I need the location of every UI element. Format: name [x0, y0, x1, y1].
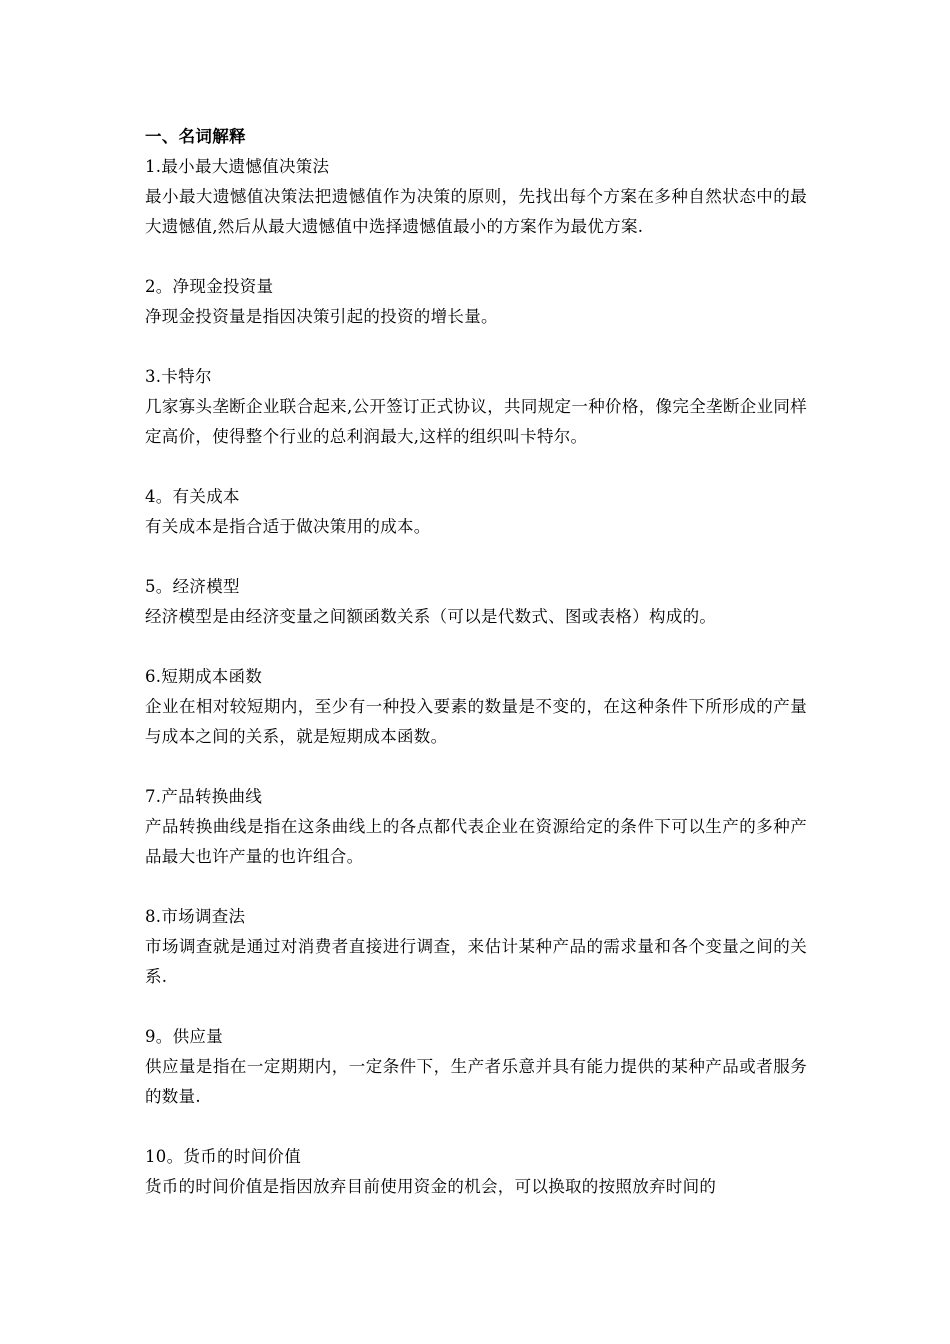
entry-definition: 市场调查就是通过对消费者直接进行调查，来估计某种产品的需求量和各个变量之间的关系. [145, 937, 807, 986]
entry-3 [145, 362, 807, 452]
entry-7 [145, 782, 807, 872]
entry-definition: 供应量是指在一定期期内，一定条件下，生产者乐意并具有能力提供的某种产品或者服务的数量. [145, 1057, 807, 1106]
entry-6 [145, 662, 807, 752]
entry-4 [145, 482, 807, 542]
entry-definition: 净现金投资量是指因决策引起的投资的增长量。 [145, 307, 498, 326]
entry-5 [145, 572, 807, 632]
entry-8 [145, 902, 807, 992]
entry-definition: 企业在相对较短期内，至少有一种投入要素的数量是不变的，在这种条件下所形成的产量与成本之间的关系，就是短期成本函数。 [145, 697, 807, 746]
entry-definition: 货币的时间价值是指因放弃目前使用资金的机会，可以换取的按照放弃时间的 [145, 1177, 717, 1196]
entry-term: 4。有关成本 [145, 487, 240, 506]
entry-9 [145, 1022, 807, 1112]
entry-term: 5。经济模型 [145, 577, 240, 596]
section-heading: 一、名词解释 [145, 127, 246, 146]
entry-2 [145, 272, 807, 332]
entry-term: 3.卡特尔 [145, 367, 212, 386]
entry-term: 7.产品转换曲线 [145, 787, 263, 806]
entry-definition: 产品转换曲线是指在这条曲线上的各点都代表企业在资源给定的条件下可以生产的多种产品最大也许产量的也许组合。 [145, 817, 807, 866]
entry-term: 2。净现金投资量 [145, 277, 274, 296]
entry-10 [145, 1142, 807, 1202]
entry-definition: 几家寡头垄断企业联合起来,公开签订正式协议，共同规定一种价格，像完全垄断企业同样定高价，使得整个行业的总利润最大,这样的组织叫卡特尔。 [145, 397, 807, 446]
entry-term: 1.最小最大遗憾值决策法 [145, 157, 330, 176]
entry-term: 10。货币的时间价值 [145, 1147, 301, 1166]
entry-definition: 最小最大遗憾值决策法把遗憾值作为决策的原则，先找出每个方案在多种自然状态中的最大遗憾值,然后从最大遗憾值中选择遗憾值最小的方案作为最优方案. [145, 187, 807, 236]
entry-term: 6.短期成本函数 [145, 667, 263, 686]
entry-term: 9。供应量 [145, 1027, 223, 1046]
entry-definition: 有关成本是指合适于做决策用的成本。 [145, 517, 431, 536]
entry-term: 8.市场调查法 [145, 907, 246, 926]
document-body [145, 122, 807, 1232]
entry-definition: 经济模型是由经济变量之间额函数关系（可以是代数式、图或表格）构成的。 [145, 607, 717, 626]
entry-1 [145, 152, 807, 242]
